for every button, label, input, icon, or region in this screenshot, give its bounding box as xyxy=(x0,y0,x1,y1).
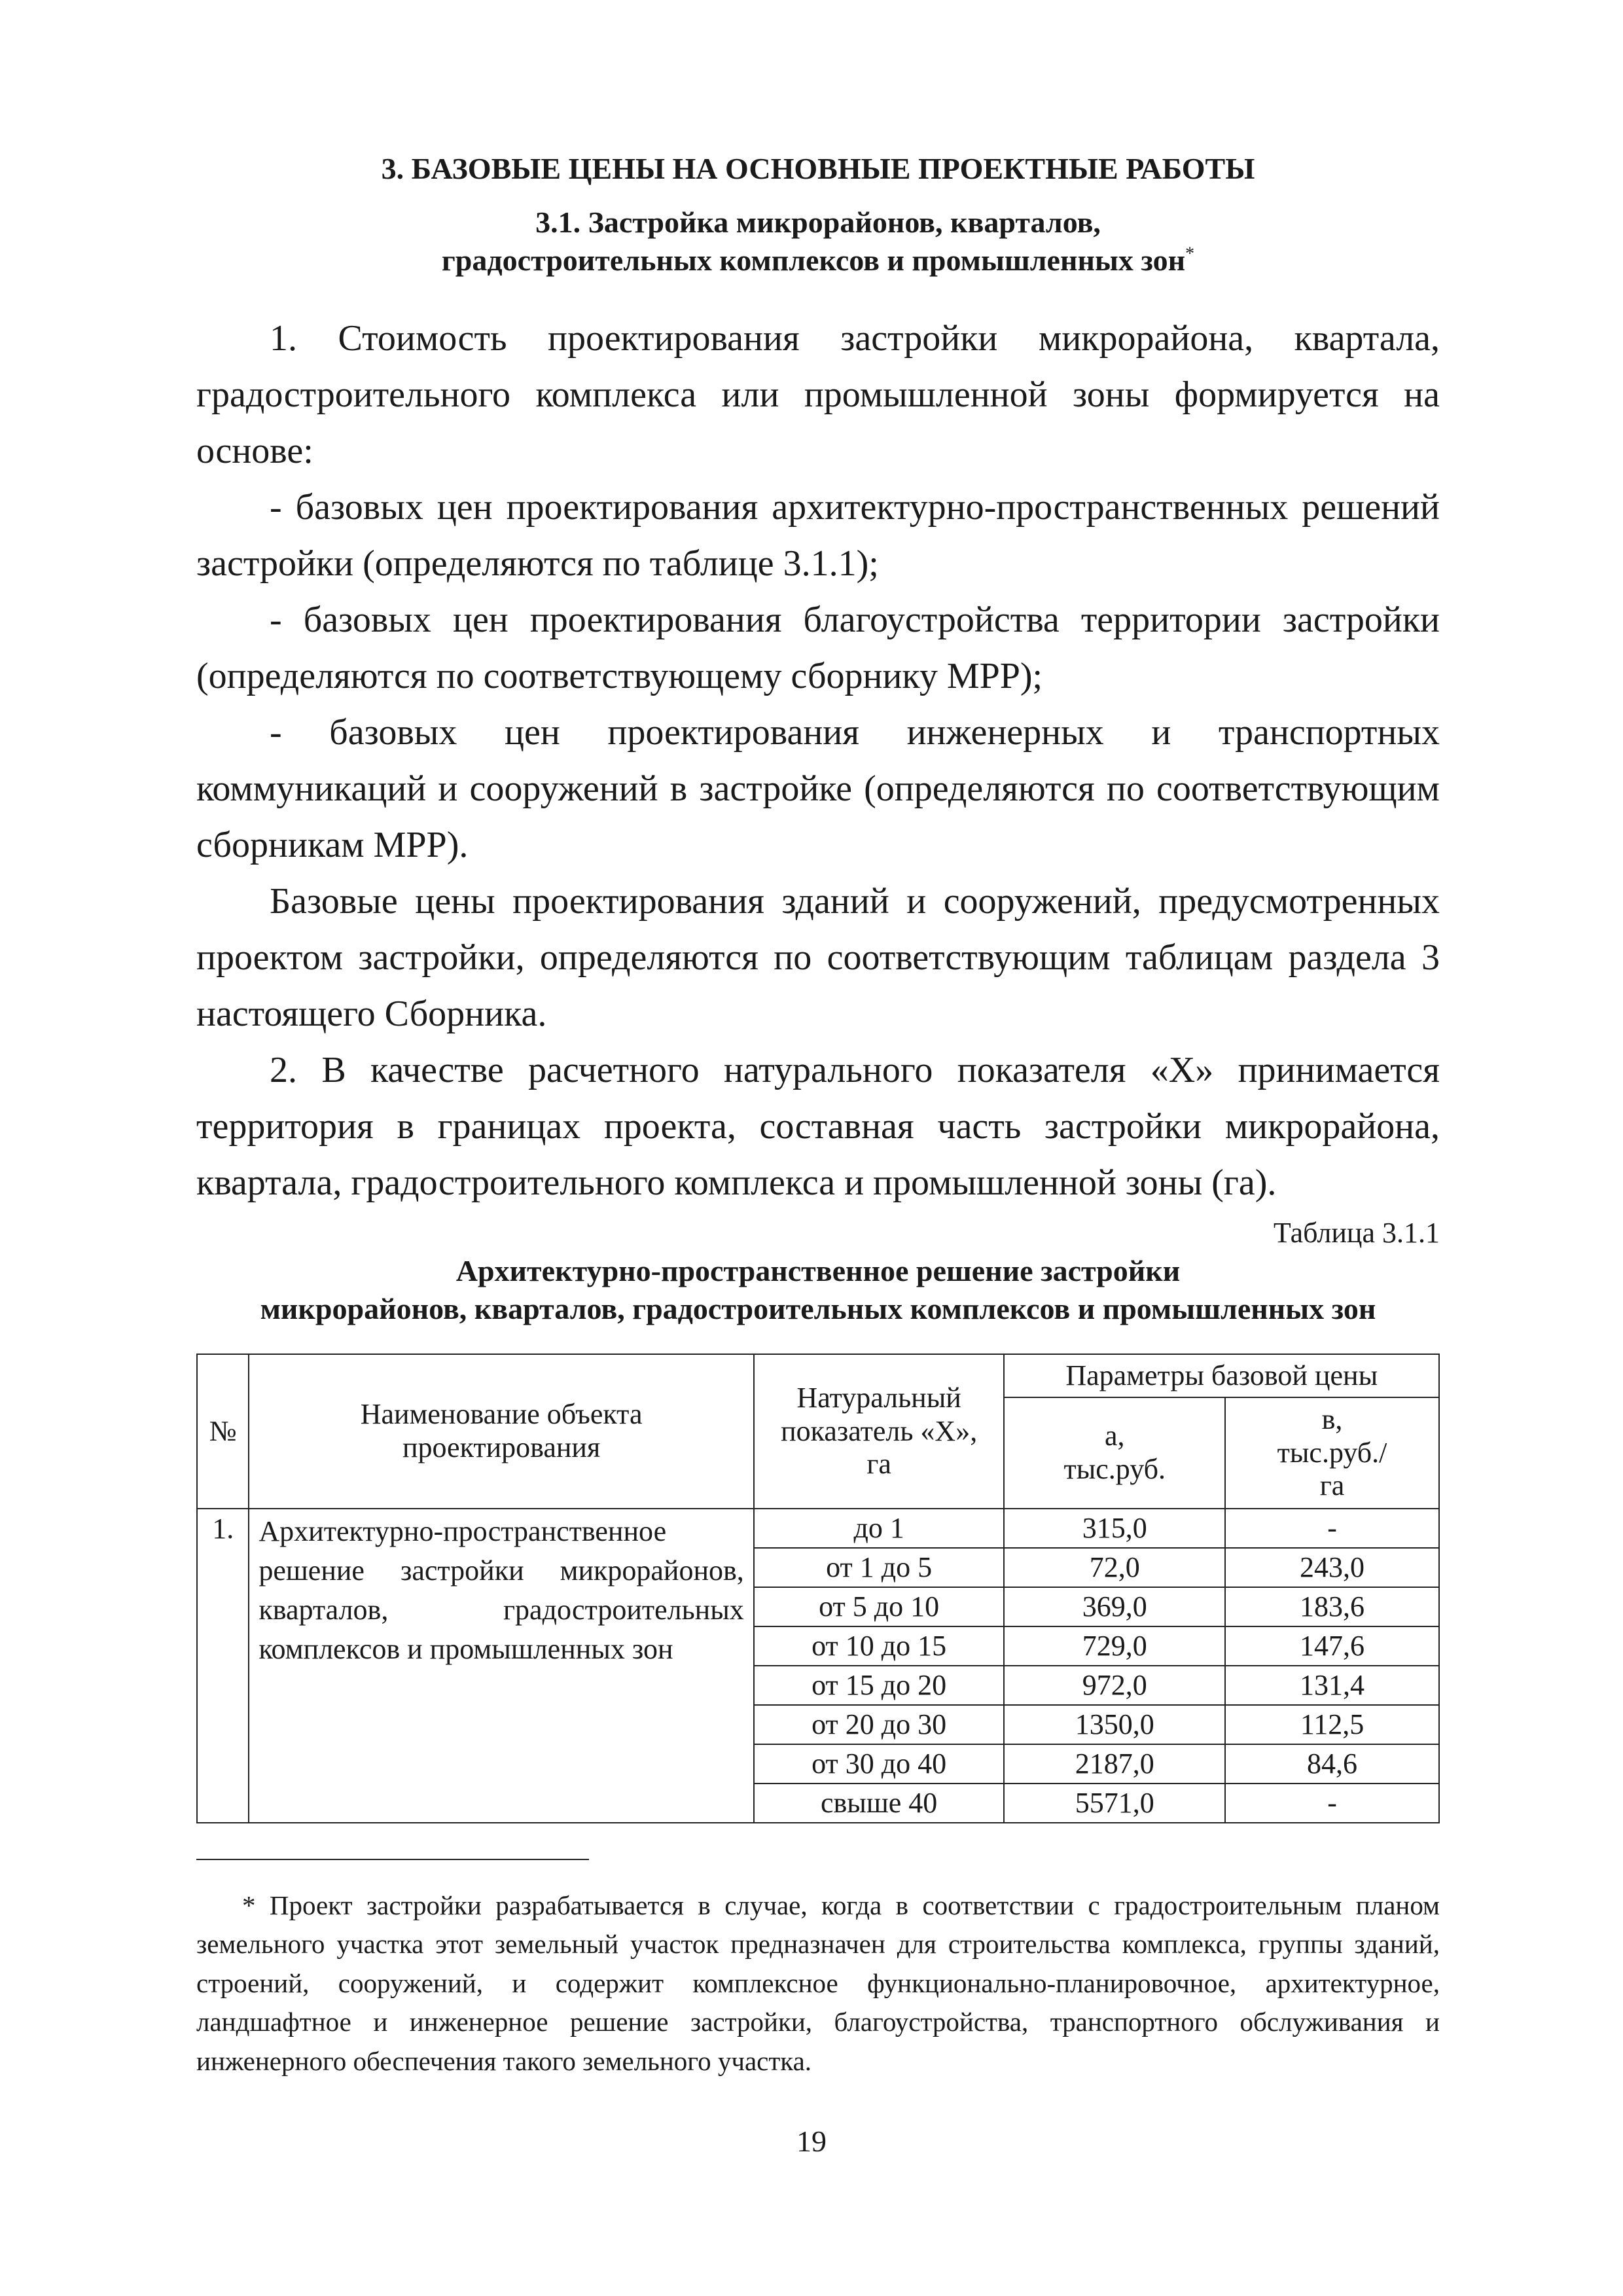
cell-x: до 1 xyxy=(754,1509,1005,1548)
cell-x: от 30 до 40 xyxy=(754,1744,1005,1784)
subsection-title-line1: 3.1. Застройка микрорайонов, кварталов, xyxy=(535,206,1101,240)
header-num: № xyxy=(197,1354,249,1509)
cell-x: от 5 до 10 xyxy=(754,1587,1005,1626)
footnote-divider xyxy=(196,1859,589,1860)
table-row xyxy=(197,1509,1439,1548)
price-table xyxy=(196,1354,1440,1823)
cell-a: 2187,0 xyxy=(1004,1744,1225,1784)
cell-b: 131,4 xyxy=(1225,1666,1439,1705)
cell-x: от 15 до 20 xyxy=(754,1666,1005,1705)
table-title xyxy=(196,1252,1440,1327)
cell-b: 183,6 xyxy=(1225,1587,1439,1626)
cell-x: свыше 40 xyxy=(754,1784,1005,1823)
paragraph: 1. Стоимость проектирования застройки микрорайона, квартала, градостроительного комплекса или промышленной зоны формируется на основе: xyxy=(196,318,1440,472)
header-b: в, тыс.руб./га xyxy=(1225,1397,1439,1509)
cell-b: - xyxy=(1225,1509,1439,1548)
paragraph: Базовые цены проектирования зданий и сооружений, предусмотренных проектом застройки, определяются по соответствующим таблицам раздела 3 настоящего Сборника. xyxy=(196,881,1440,1035)
subsection-title-line2: градостроительных комплексов и промышленных зон xyxy=(441,243,1186,277)
header-name: Наименование объекта проектирования xyxy=(249,1354,753,1509)
footnote-marker: * xyxy=(1185,243,1195,264)
cell-x: от 20 до 30 xyxy=(754,1705,1005,1744)
cell-b: - xyxy=(1225,1784,1439,1823)
subsection-title xyxy=(196,204,1440,279)
paragraph: - базовых цен проектирования архитектурно-пространственных решений застройки (определяются по таблице 3.1.1); xyxy=(196,487,1440,584)
paragraph: 2. В качестве расчетного натурального показателя «Х» принимается территория в границах проекта, составная часть застройки микрорайона, квартала, градостроительного комплекса и промышленной зоны (га). xyxy=(196,1050,1440,1204)
cell-x: от 10 до 15 xyxy=(754,1626,1005,1666)
cell-b: 243,0 xyxy=(1225,1548,1439,1587)
header-indicator: Натуральный показатель «Х», га xyxy=(754,1354,1005,1509)
cell-a: 369,0 xyxy=(1004,1587,1225,1626)
cell-a: 5571,0 xyxy=(1004,1784,1225,1823)
cell-b: 112,5 xyxy=(1225,1705,1439,1744)
page-number: 19 xyxy=(796,2125,827,2158)
cell-a: 729,0 xyxy=(1004,1626,1225,1666)
item-number: 1. xyxy=(197,1509,249,1823)
cell-b: 84,6 xyxy=(1225,1744,1439,1784)
cell-x: от 1 до 5 xyxy=(754,1548,1005,1587)
table-label: Таблица 3.1.1 xyxy=(1273,1217,1440,1249)
cell-a: 72,0 xyxy=(1004,1548,1225,1587)
section-title: 3. БАЗОВЫЕ ЦЕНЫ НА ОСНОВНЫЕ ПРОЕКТНЫЕ РАБОТЫ xyxy=(381,152,1255,185)
header-params: Параметры базовой цены xyxy=(1004,1354,1439,1397)
paragraph: - базовых цен проектирования благоустройства территории застройки (определяются по соответствующему сборнику МРР); xyxy=(196,600,1440,697)
cell-a: 1350,0 xyxy=(1004,1705,1225,1744)
item-name: Архитектурно-пространственное решение застройки микрорайонов, кварталов, градостроительных комплексов и промышленных зон xyxy=(249,1509,753,1823)
header-a: а, тыс.руб. xyxy=(1004,1397,1225,1509)
cell-a: 315,0 xyxy=(1004,1509,1225,1548)
cell-a: 972,0 xyxy=(1004,1666,1225,1705)
cell-b: 147,6 xyxy=(1225,1626,1439,1666)
document-page xyxy=(196,151,1440,2081)
footnote-text: * Проект застройки разрабатывается в случае, когда в соответствии с градостроительным планом земельного участка этот земельный участок предназначен для строительства комплекса, группы зданий, строений, сооружений, и содержит комплексное функционально-планировочное, архитектурное, ландшафтное и инженерное решение застройки, благоустройства, транспортного обслуживания и инженерного обеспечения такого земельного участка. xyxy=(196,1890,1440,2076)
paragraph: - базовых цен проектирования инженерных и транспортных коммуникаций и сооружений в застройке (определяются по соответствующим сборникам МРР). xyxy=(196,712,1440,866)
table-title-line1: Архитектурно-пространственное решение застройки xyxy=(455,1254,1181,1288)
table-title-line2: микрорайонов, кварталов, градостроительных комплексов и промышленных зон xyxy=(260,1291,1376,1325)
